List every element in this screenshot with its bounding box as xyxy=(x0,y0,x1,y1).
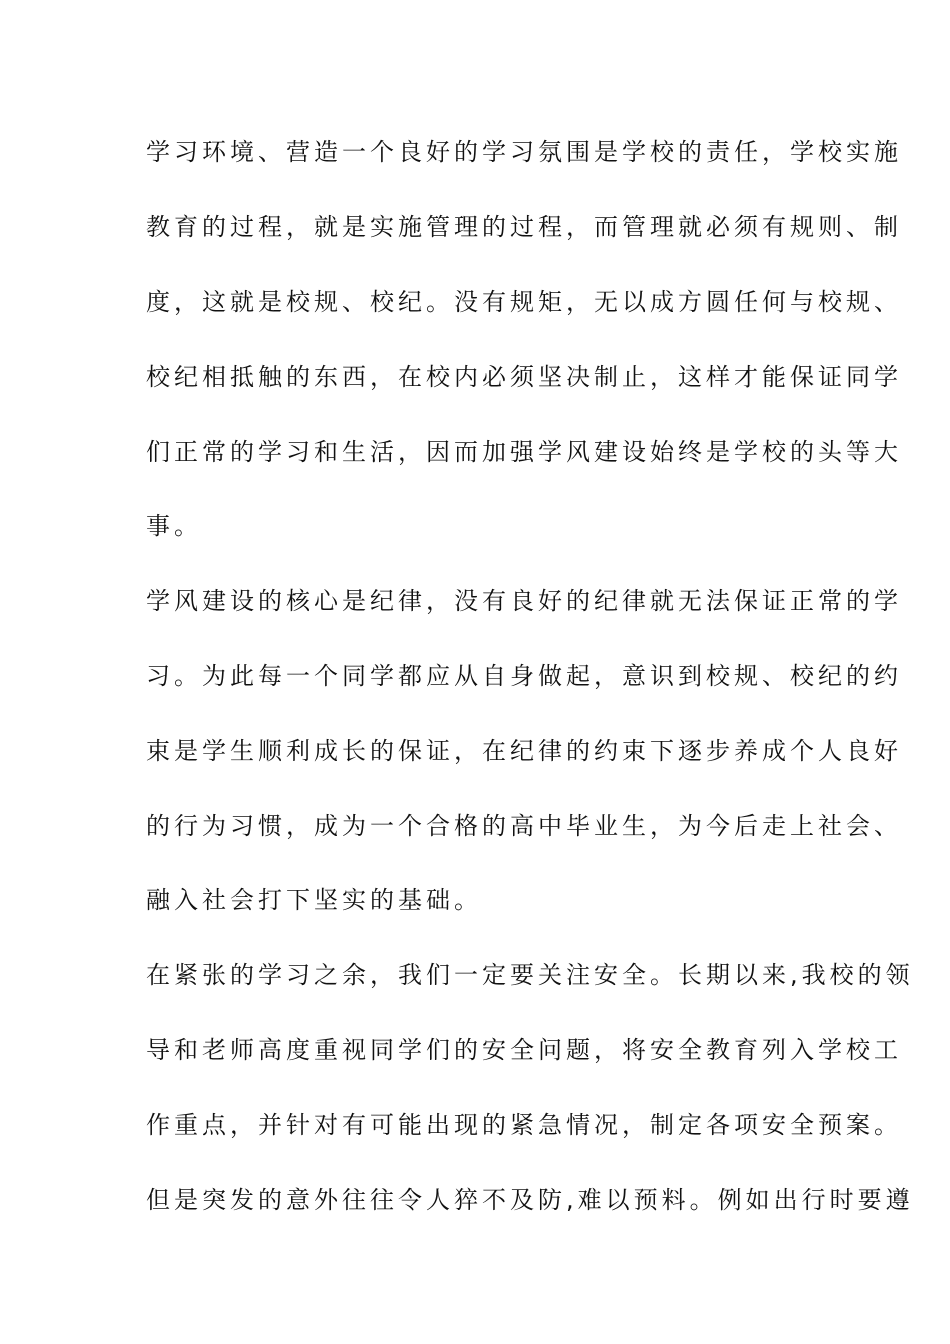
text-line: 束是学生顺利成长的保证，在纪律的约束下逐步养成个人良好 xyxy=(146,737,902,765)
text-line: 的行为习惯，成为一个合格的高中毕业生，为今后走上社会、 xyxy=(146,812,902,840)
text-line: 学风建设的核心是纪律，没有良好的纪律就无法保证正常的学 xyxy=(146,587,902,615)
text-line: 在紧张的学习之余，我们一定要关注安全。长期以来,我校的领 xyxy=(146,961,914,989)
text-line: 但是突发的意外往往令人猝不及防,难以预料。例如出行时要遵 xyxy=(146,1186,914,1214)
text-line: 事。 xyxy=(146,512,202,540)
text-line: 融入社会打下坚实的基础。 xyxy=(146,886,482,914)
text-line: 作重点，并针对有可能出现的紧急情况，制定各项安全预案。 xyxy=(146,1111,902,1139)
text-line: 教育的过程，就是实施管理的过程，而管理就必须有规则、制 xyxy=(146,213,902,241)
text-line: 度，这就是校规、校纪。没有规矩，无以成方圆任何与校规、 xyxy=(146,288,902,316)
text-line: 学习环境、营造一个良好的学习氛围是学校的责任，学校实施 xyxy=(146,138,902,166)
text-line: 们正常的学习和生活，因而加强学风建设始终是学校的头等大 xyxy=(146,438,902,466)
text-line: 导和老师高度重视同学们的安全问题，将安全教育列入学校工 xyxy=(146,1036,902,1064)
text-line: 习。为此每一个同学都应从自身做起，意识到校规、校纪的约 xyxy=(146,662,902,690)
text-line: 校纪相抵触的东西，在校内必须坚决制止，这样才能保证同学 xyxy=(146,363,902,391)
